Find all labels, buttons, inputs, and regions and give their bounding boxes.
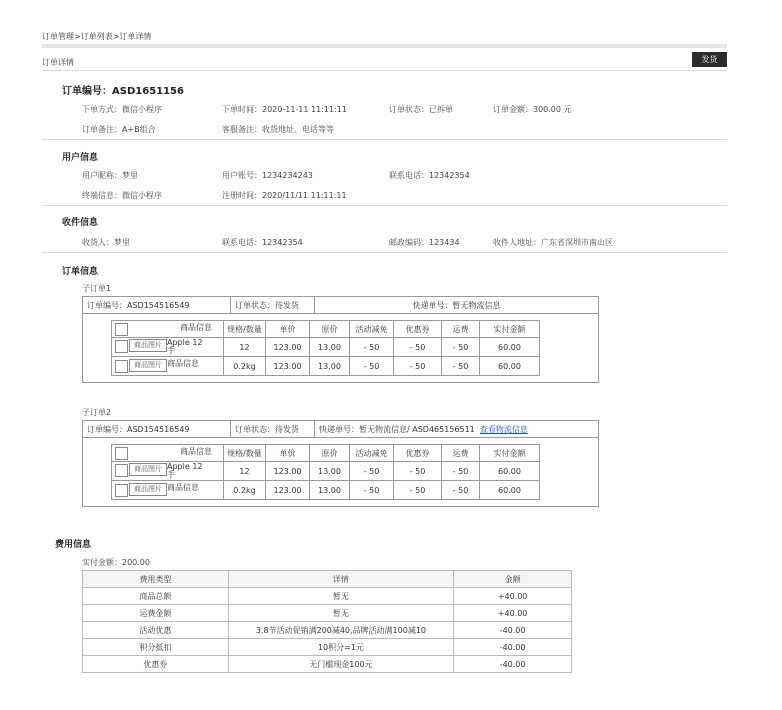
product-name: 商品信息 (167, 359, 199, 368)
items-table (111, 444, 540, 500)
item-checkbox[interactable] (115, 360, 128, 373)
item-shipping: - 50 (452, 361, 469, 371)
item-row (112, 481, 540, 500)
product-image: 商品图片 (129, 463, 167, 476)
fee-col-header: 费用类型 (139, 574, 172, 584)
fee-cell: -40.00 (499, 625, 526, 635)
product-name: Apple 12 手 (167, 462, 203, 479)
item-row (112, 462, 540, 481)
divider (42, 252, 727, 253)
user-info-title: 用户信息 (62, 153, 99, 163)
suborder-status: 订单状态：待发货 (235, 424, 299, 434)
product-image: 商品图片 (129, 483, 167, 496)
fee-cell: 商品总额 (139, 591, 172, 601)
col-header: 活动减免 (355, 324, 388, 334)
item-price: 123.00 (273, 466, 302, 476)
suborder-table (82, 296, 599, 383)
col-header: 商品信息 (180, 447, 212, 456)
page-subtitle: 订单详情 (42, 58, 74, 67)
ship-button[interactable]: 发货 (692, 52, 727, 67)
suborder-express: 快递单号：暂无物流信息 (412, 300, 501, 310)
fee-cell: 活动优惠 (139, 625, 172, 635)
fee-cell: 优惠券 (143, 659, 168, 669)
fee-col-header: 金额 (504, 574, 521, 584)
fee-row (83, 622, 572, 639)
fee-info-title: 费用信息 (55, 540, 92, 550)
divider (42, 139, 727, 140)
fee-row (83, 656, 572, 673)
breadcrumb: 订单管理>订单列表>订单详情 (42, 32, 152, 41)
suborder-express: 快递单号：暂无物流信息/ ASD465156511 (319, 424, 475, 434)
item-promo: - 50 (363, 466, 380, 476)
col-header: 单价 (279, 324, 296, 334)
product-image: 商品图片 (129, 359, 167, 372)
item-coupon: - 50 (409, 466, 426, 476)
col-header: 实付金额 (493, 324, 526, 334)
fee-cell: -40.00 (499, 642, 526, 652)
fee-cell: 暂无 (332, 608, 349, 618)
item-spec: 0.2kg (233, 361, 256, 371)
fee-cell: 10积分=1元 (317, 642, 364, 652)
suborder-number: 订单编号：ASD154516549 (87, 300, 190, 310)
fee-table (82, 570, 572, 673)
items-table (111, 320, 540, 376)
fee-row (83, 639, 572, 656)
item-shipping: - 50 (452, 466, 469, 476)
item-orig-price: 13.00 (318, 361, 341, 371)
col-header: 活动减免 (355, 448, 388, 458)
col-header: 运费 (452, 448, 469, 458)
col-header: 原价 (321, 448, 338, 458)
receiver-postcode: 邮政编码：123434 (389, 238, 460, 247)
item-price: 123.00 (273, 485, 302, 495)
user-register-time: 注册时间：2020/11/11 11:11:11 (222, 191, 347, 200)
suborder-block (82, 407, 599, 507)
col-header: 商品信息 (180, 323, 212, 332)
item-promo: - 50 (363, 361, 380, 371)
item-spec: 0.2kg (233, 485, 256, 495)
item-orig-price: 13.00 (318, 466, 341, 476)
fee-row (83, 605, 572, 622)
fee-cell: +40.00 (497, 591, 528, 601)
item-price: 123.00 (273, 342, 302, 352)
col-header: 优惠券 (405, 324, 430, 334)
item-paid: 60.00 (498, 466, 521, 476)
select-all-checkbox[interactable] (115, 447, 128, 460)
item-spec: 12 (239, 466, 250, 476)
divider (42, 205, 727, 206)
col-header: 单价 (279, 448, 296, 458)
fee-row (83, 588, 572, 605)
fee-cell: -40.00 (499, 659, 526, 669)
item-promo: - 50 (363, 485, 380, 495)
order-method: 下单方式：微信小程序 (82, 105, 162, 114)
suborders-title: 订单信息 (62, 267, 99, 277)
product-name: 商品信息 (167, 483, 199, 492)
receiver-phone: 联系电话：12342354 (222, 238, 303, 247)
item-coupon: - 50 (409, 485, 426, 495)
order-number: 订单编号：ASD1651156 (62, 86, 184, 97)
suborder-label: 子订单2 (82, 408, 112, 417)
fee-cell: 运费金额 (139, 608, 172, 618)
item-coupon: - 50 (409, 342, 426, 352)
suborder-label: 子订单1 (82, 284, 112, 293)
user-terminal: 终端信息：微信小程序 (82, 191, 162, 200)
receiver-name: 收货人：梦里 (82, 238, 130, 247)
service-note: 客服备注：收货地址、电话等等 (222, 125, 334, 134)
item-paid: 60.00 (498, 485, 521, 495)
header-divider (42, 44, 727, 48)
fee-col-header: 详情 (332, 574, 349, 584)
item-orig-price: 13.00 (318, 342, 341, 352)
user-nickname: 用户昵称：梦里 (82, 171, 138, 180)
suborder-status: 订单状态：待发货 (235, 300, 299, 310)
view-logistics-link[interactable]: 查看物流信息 (479, 424, 528, 434)
suborder-block (82, 283, 599, 383)
item-checkbox[interactable] (115, 464, 128, 477)
fee-cell: +40.00 (497, 608, 528, 618)
user-phone: 联系电话：12342354 (389, 171, 470, 180)
item-orig-price: 13.00 (318, 485, 341, 495)
item-shipping: - 50 (452, 485, 469, 495)
item-coupon: - 50 (409, 361, 426, 371)
suborder-number: 订单编号：ASD154516549 (87, 424, 190, 434)
fee-cell: 无门槛现金100元 (309, 659, 373, 669)
select-all-checkbox[interactable] (115, 323, 128, 336)
order-status: 订单状态：已拆单 (389, 105, 453, 114)
col-header: 实付金额 (493, 448, 526, 458)
divider (42, 70, 727, 71)
fee-cell: 3.8节活动促销满200减40,品牌活动满100减10 (255, 625, 427, 635)
col-header: 规格/数量 (227, 448, 262, 458)
item-shipping: - 50 (452, 342, 469, 352)
item-paid: 60.00 (498, 342, 521, 352)
order-note: 订单备注：A+B组合 (82, 125, 156, 134)
item-promo: - 50 (363, 342, 380, 352)
col-header: 规格/数量 (227, 324, 262, 334)
receiver-address: 收件人地址：广东省深圳市南山区 (493, 238, 613, 247)
item-checkbox[interactable] (115, 340, 128, 353)
col-header: 优惠券 (405, 448, 430, 458)
user-account: 用户账号：1234234243 (222, 171, 313, 180)
item-price: 123.00 (273, 361, 302, 371)
item-spec: 12 (239, 342, 250, 352)
receiver-info-title: 收件信息 (62, 218, 99, 228)
order-amount: 订单金额：300.00 元 (493, 105, 572, 114)
item-paid: 60.00 (498, 361, 521, 371)
fee-cell: 积分抵扣 (139, 642, 172, 652)
item-checkbox[interactable] (115, 484, 128, 497)
item-row (112, 338, 540, 357)
fee-cell: 暂无 (332, 591, 349, 601)
product-image: 商品图片 (129, 339, 167, 352)
item-row (112, 357, 540, 376)
col-header: 原价 (321, 324, 338, 334)
order-time: 下单时间：2020-11-11 11:11:11 (222, 105, 347, 114)
suborder-table (82, 420, 599, 507)
col-header: 运费 (452, 324, 469, 334)
product-name: Apple 12 手 (167, 338, 203, 355)
paid-total: 实付金额：200.00 (82, 558, 150, 567)
